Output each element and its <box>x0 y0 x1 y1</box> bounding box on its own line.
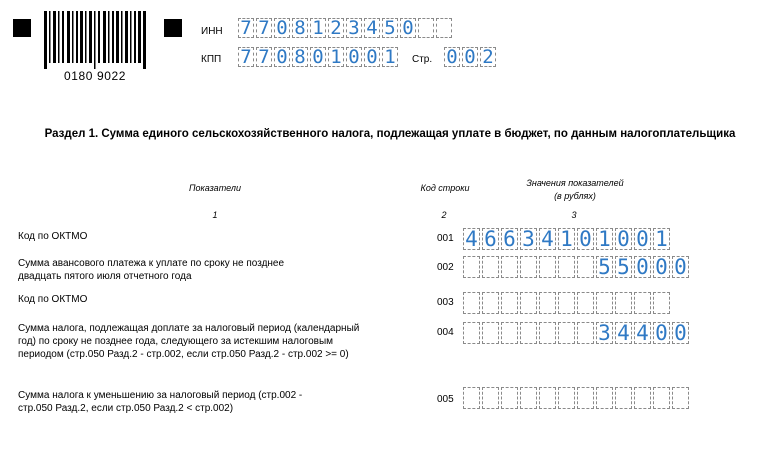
row-003-cell[interactable] <box>653 292 670 314</box>
row-003-label: Код по ОКТМО <box>18 294 88 305</box>
row-003-cell[interactable] <box>501 292 518 314</box>
page-cell[interactable]: 2 <box>480 47 496 67</box>
row-004-cell[interactable] <box>558 322 575 344</box>
row-002-cell[interactable]: 5 <box>615 256 632 278</box>
row-001-code: 001 <box>437 233 454 244</box>
row-005-cell[interactable] <box>520 387 537 409</box>
row-005-code: 005 <box>437 394 454 405</box>
row-003-cell[interactable] <box>539 292 556 314</box>
row-003-code: 003 <box>437 297 454 308</box>
row-003-cell[interactable] <box>520 292 537 314</box>
row-002-cell[interactable] <box>539 256 556 278</box>
row-001-cell[interactable]: 6 <box>482 228 499 250</box>
row-005-cell[interactable] <box>615 387 632 409</box>
row-002-cell[interactable] <box>577 256 594 278</box>
row-005-cell[interactable] <box>634 387 651 409</box>
inn-cell[interactable]: 4 <box>364 18 380 38</box>
row-005-cell[interactable] <box>653 387 670 409</box>
inn-cell[interactable]: 5 <box>382 18 398 38</box>
row-001-cell[interactable]: 3 <box>520 228 537 250</box>
row-004-cell[interactable] <box>520 322 537 344</box>
column-number-1: 1 <box>212 210 218 220</box>
kpp-cell[interactable]: 7 <box>238 47 254 67</box>
row-001-cell[interactable]: 4 <box>539 228 556 250</box>
corner-marker-right <box>164 19 182 37</box>
kpp-cell[interactable]: 0 <box>364 47 380 67</box>
section-title: Раздел 1. Сумма единого сельскохозяйственного налога, подлежащая уплате в бюджет, по данным налогоплательщика <box>44 128 736 140</box>
kpp-cell[interactable]: 0 <box>346 47 362 67</box>
kpp-cell[interactable]: 1 <box>382 47 398 67</box>
corner-marker-left <box>13 19 31 37</box>
row-004-cell[interactable]: 3 <box>596 322 613 344</box>
column-header-values: Значения показателей <box>526 178 624 188</box>
row-003-cell[interactable] <box>634 292 651 314</box>
inn-cell[interactable]: 3 <box>346 18 362 38</box>
page-number-field[interactable] <box>444 47 498 67</box>
row-004-cell[interactable]: 0 <box>672 322 689 344</box>
inn-cell[interactable]: 0 <box>274 18 290 38</box>
row-002-cell[interactable]: 0 <box>672 256 689 278</box>
kpp-field[interactable] <box>238 47 400 67</box>
row-002-code: 002 <box>437 262 454 273</box>
inn-cell[interactable]: 8 <box>292 18 308 38</box>
row-002-cell[interactable] <box>501 256 518 278</box>
inn-cell[interactable] <box>418 18 434 38</box>
row-004-cell[interactable] <box>577 322 594 344</box>
row-003-cell[interactable] <box>558 292 575 314</box>
row-004-code: 004 <box>437 327 454 338</box>
row-004-cell[interactable] <box>482 322 499 344</box>
column-header-line-code: Код строки <box>420 183 470 193</box>
row-004-cell[interactable]: 4 <box>615 322 632 344</box>
row-002-label: Сумма авансового платежа к уплате по сроку не позднее двадцать пятого июля отчетного года <box>18 258 285 282</box>
row-001-cell[interactable]: 1 <box>653 228 670 250</box>
row-005-cell[interactable] <box>463 387 480 409</box>
row-001-cell[interactable]: 1 <box>558 228 575 250</box>
row-005-cell[interactable] <box>672 387 689 409</box>
row-001-cell[interactable]: 6 <box>501 228 518 250</box>
row-002-cell[interactable] <box>558 256 575 278</box>
column-header-values-unit: (в рублях) <box>554 191 596 201</box>
row-003-cell[interactable] <box>577 292 594 314</box>
barcode-image <box>44 11 146 69</box>
row-001-field[interactable] <box>463 228 672 250</box>
inn-cell[interactable]: 2 <box>328 18 344 38</box>
row-005-cell[interactable] <box>539 387 556 409</box>
kpp-cell[interactable]: 1 <box>328 47 344 67</box>
row-001-cell[interactable]: 4 <box>463 228 480 250</box>
row-001-cell[interactable]: 0 <box>577 228 594 250</box>
kpp-cell[interactable]: 0 <box>310 47 326 67</box>
column-number-2: 2 <box>441 210 447 220</box>
row-005-field[interactable] <box>463 387 691 409</box>
inn-cell[interactable]: 1 <box>310 18 326 38</box>
kpp-cell[interactable]: 7 <box>256 47 272 67</box>
inn-label: ИНН <box>201 26 223 37</box>
inn-cell[interactable]: 7 <box>256 18 272 38</box>
barcode-number: 0180 9022 <box>63 69 127 83</box>
row-004-cell[interactable] <box>501 322 518 344</box>
row-004-field[interactable] <box>463 322 691 344</box>
row-004-label: Сумма налога, подлежащая доплате за налоговый период (календарный год) по сроку не позднее года, следующего за истекшим налоговым периодом (стр.050 Разд.2 - стр.002, если стр.050 Разд.2 - стр.002 >= 0) <box>18 323 360 360</box>
row-002-cell[interactable] <box>463 256 480 278</box>
row-002-cell[interactable]: 0 <box>653 256 670 278</box>
kpp-cell[interactable]: 8 <box>292 47 308 67</box>
row-005-cell[interactable] <box>501 387 518 409</box>
page-cell[interactable]: 0 <box>444 47 460 67</box>
row-002-cell[interactable] <box>520 256 537 278</box>
row-005-cell[interactable] <box>558 387 575 409</box>
column-number-3: 3 <box>571 210 577 220</box>
row-005-cell[interactable] <box>596 387 613 409</box>
page-cell[interactable]: 0 <box>462 47 478 67</box>
row-001-cell[interactable]: 0 <box>615 228 632 250</box>
row-004-cell[interactable] <box>539 322 556 344</box>
inn-cell[interactable]: 0 <box>400 18 416 38</box>
row-005-cell[interactable] <box>482 387 499 409</box>
row-004-cell[interactable] <box>463 322 480 344</box>
row-002-cell[interactable] <box>482 256 499 278</box>
page-label: Стр. <box>412 54 433 65</box>
inn-cell[interactable] <box>436 18 452 38</box>
row-002-cell[interactable]: 0 <box>634 256 651 278</box>
inn-field[interactable] <box>238 18 454 38</box>
row-005-cell[interactable] <box>577 387 594 409</box>
row-002-field[interactable] <box>463 256 691 278</box>
row-003-cell[interactable] <box>463 292 480 314</box>
row-003-cell[interactable] <box>615 292 632 314</box>
kpp-cell[interactable]: 0 <box>274 47 290 67</box>
row-002-cell[interactable]: 5 <box>596 256 613 278</box>
kpp-label: КПП <box>201 54 222 65</box>
row-003-cell[interactable] <box>482 292 499 314</box>
inn-cell[interactable]: 7 <box>238 18 254 38</box>
row-001-label: Код по ОКТМО <box>18 231 88 242</box>
row-003-field[interactable] <box>463 292 672 314</box>
row-005-label: Сумма налога к уменьшению за налоговый период (стр.002 - стр.050 Разд.2, если стр.050 Разд.2 < стр.002) <box>18 390 303 414</box>
row-001-cell[interactable]: 1 <box>596 228 613 250</box>
row-004-cell[interactable]: 4 <box>634 322 651 344</box>
row-004-cell[interactable]: 0 <box>653 322 670 344</box>
row-001-cell[interactable]: 0 <box>634 228 651 250</box>
column-header-indicators: Показатели <box>189 183 241 193</box>
row-003-cell[interactable] <box>596 292 613 314</box>
